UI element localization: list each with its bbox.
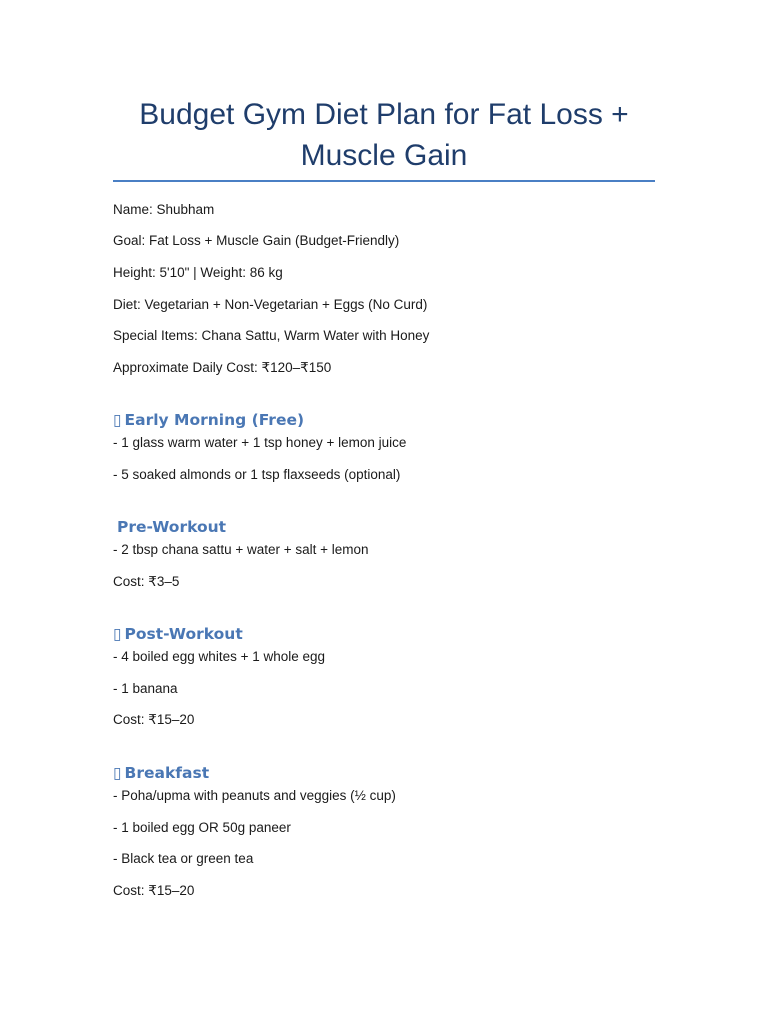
section-heading-label: Breakfast [124,764,210,782]
section-heading-label: Early Morning (Free) [124,411,305,429]
list-item: - 1 banana [113,681,178,696]
info-height-weight: Height: 5'10" | Weight: 86 kg [113,265,283,280]
list-item: - 1 boiled egg OR 50g paneer [113,820,291,835]
info-name: Name: Shubham [113,202,215,217]
list-item: - 1 glass warm water + 1 tsp honey + lemon juice [113,435,407,450]
section-heading-label: Post-Workout [124,625,243,643]
section-heading-breakfast [113,763,209,783]
placeholder-glyph-icon: ▯ [113,411,122,429]
info-special-items: Special Items: Chana Sattu, Warm Water with Honey [113,328,430,343]
info-daily-cost: Approximate Daily Cost: ₹120–₹150 [113,360,332,375]
section-heading-early-morning [113,410,304,430]
info-diet: Diet: Vegetarian + Non-Vegetarian + Eggs (No Curd) [113,297,428,312]
cost-line: Cost: ₹15–20 [113,883,195,898]
title-underline [113,180,655,182]
info-goal: Goal: Fat Loss + Muscle Gain (Budget-Friendly) [113,233,400,248]
section-heading-pre-workout [117,517,226,537]
list-item: - Poha/upma with peanuts and veggies (½ cup) [113,788,396,803]
section-heading-post-workout [113,624,243,644]
cost-line: Cost: ₹15–20 [113,712,195,727]
list-item: - 4 boiled egg whites + 1 whole egg [113,649,326,664]
page-title: Budget Gym Diet Plan for Fat Loss + Muscle Gain [139,98,629,172]
list-item: - 5 soaked almonds or 1 tsp flaxseeds (optional) [113,467,401,482]
list-item: - Black tea or green tea [113,851,254,866]
placeholder-glyph-icon: ▯ [113,764,122,782]
placeholder-glyph-icon: ▯ [113,625,122,643]
cost-line: Cost: ₹3–5 [113,574,180,589]
list-item: - 2 tbsp chana sattu + water + salt + lemon [113,542,369,557]
section-heading-label: Pre-Workout [117,518,227,536]
